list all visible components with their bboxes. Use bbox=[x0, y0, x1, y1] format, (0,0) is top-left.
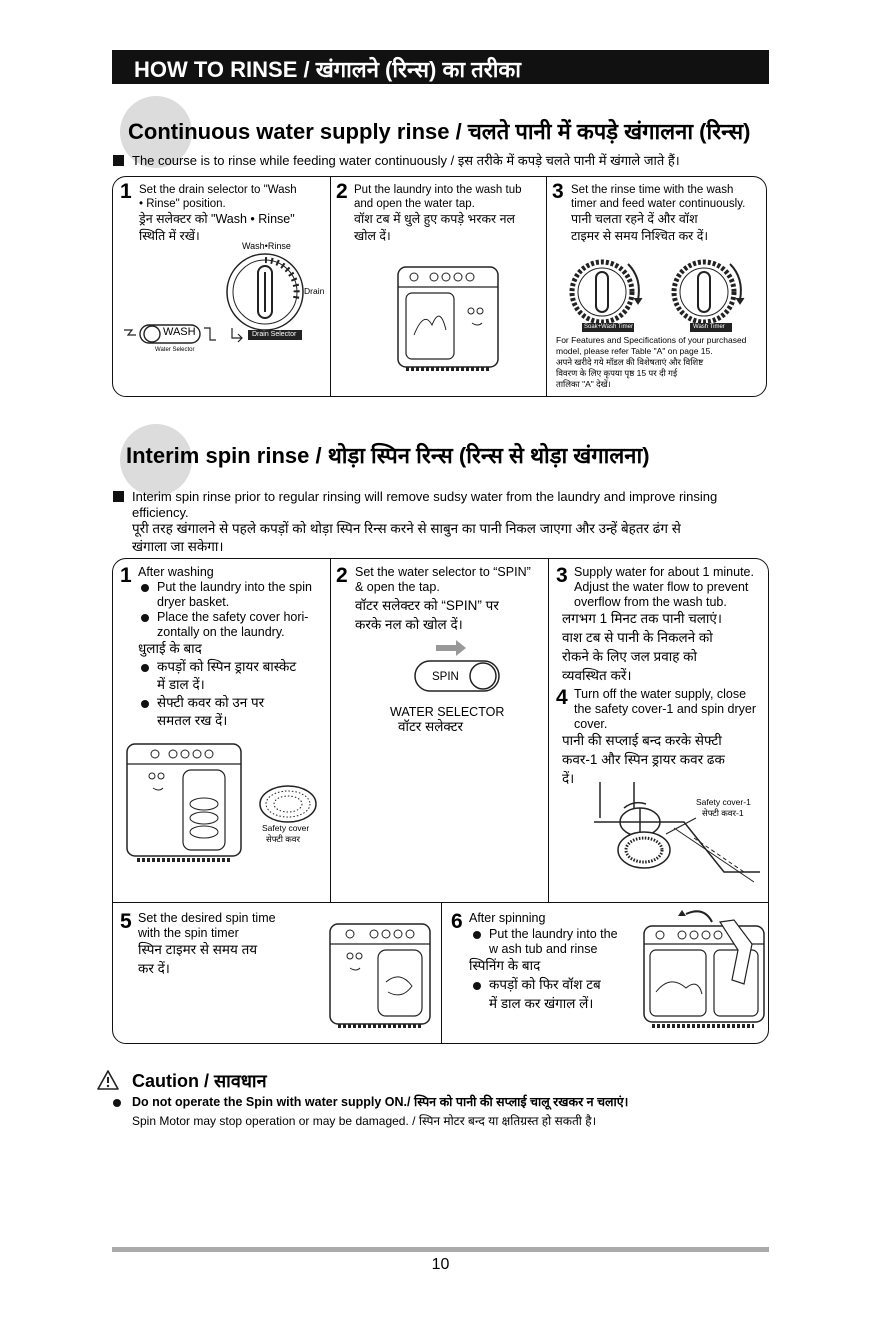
wash-timer-icon bbox=[668, 254, 748, 326]
step-text: Turn off the water supply, close bbox=[574, 687, 747, 701]
step-number: 4 bbox=[556, 686, 568, 709]
step-text-hindi: कपड़ों को फिर वॉश टब bbox=[489, 977, 601, 992]
step-text: Place the safety cover hori- bbox=[157, 610, 309, 624]
safety-cover-caption: Safety cover bbox=[262, 823, 310, 833]
footer-bar bbox=[112, 1247, 769, 1252]
bullet-dot bbox=[113, 1099, 121, 1107]
step-text: • Rinse" position. bbox=[139, 198, 226, 210]
timer-caption: Soak+Wash Timer bbox=[584, 324, 633, 330]
step-text-hindi: में डाल दें। bbox=[157, 677, 205, 692]
step-text: the safety cover-1 and spin dryer bbox=[574, 702, 757, 716]
step-text-hindi: व्यवस्थित करें। bbox=[562, 668, 632, 683]
step-text-hindi: स्पिन टाइमर से समय तय bbox=[138, 942, 258, 957]
dial-label: Wash•Rinse bbox=[242, 241, 291, 251]
knob-label: SPIN bbox=[432, 671, 459, 683]
drain-label: Drain bbox=[304, 286, 325, 296]
drain-selector-caption: Drain Selector bbox=[252, 331, 297, 338]
step-text: w ash tub and rinse bbox=[489, 942, 598, 956]
step-text: zontally on the laundry. bbox=[157, 625, 285, 639]
warning-icon bbox=[96, 1069, 120, 1091]
spin-timer-machine-icon bbox=[328, 922, 434, 1034]
step-text-hindi: में डाल कर खंगाल लें। bbox=[489, 996, 594, 1011]
bullet-square bbox=[113, 491, 124, 502]
step-text: Set the desired spin time bbox=[138, 911, 276, 925]
note-text: For Features and Specifications of your purchased bbox=[556, 335, 747, 345]
note-text: विवरण के लिए कृपया पृष्ठ 15 पर दी गई bbox=[556, 368, 678, 378]
step-text: dryer basket. bbox=[157, 595, 230, 609]
bullet-dot bbox=[473, 982, 481, 990]
step-text: timer and feed water continuously. bbox=[571, 198, 746, 210]
step-number: 2 bbox=[336, 564, 348, 587]
divider bbox=[548, 559, 549, 903]
step-text: Put the laundry into the wash tub bbox=[354, 184, 522, 196]
step-text: & open the tap. bbox=[355, 580, 440, 594]
step-text-hindi: सेफ्टी कवर को उन पर bbox=[157, 695, 265, 710]
step-text-hindi: ड्रेन सलेक्टर को "Wash • Rinse" bbox=[139, 212, 295, 226]
page-number: 10 bbox=[431, 1256, 450, 1273]
step-number: 3 bbox=[552, 180, 564, 203]
step-text: Set the water selector to “SPIN” bbox=[355, 565, 531, 579]
soak-wash-timer-icon bbox=[566, 254, 646, 326]
step-text: Supply water for about 1 minute. bbox=[574, 565, 754, 579]
bullet-dot bbox=[473, 931, 481, 939]
step-text-hindi: वाश टब से पानी के निकलने को bbox=[562, 630, 713, 645]
step-text-hindi: करके नल को खोल दें। bbox=[355, 617, 463, 632]
water-selector-caption: Water Selector bbox=[155, 347, 195, 353]
bullet-dot bbox=[141, 614, 149, 622]
step-text: with the spin timer bbox=[138, 926, 239, 940]
note-text: तालिका "A" देखें। bbox=[556, 379, 611, 389]
note-text: model, please refer Table "A" on page 15. bbox=[556, 346, 713, 356]
drain-selector-dial-icon bbox=[225, 252, 305, 332]
bullet-square bbox=[113, 155, 124, 166]
safety-cover-1-caption: Safety cover-1 bbox=[696, 797, 751, 807]
bullet-dot bbox=[141, 664, 149, 672]
step-text: Set the rinse time with the wash bbox=[571, 184, 734, 196]
continuous-intro: The course is to rinse while feeding water continuously / इस तरीके में कपड़े चलते पानी में खंगाले जाते हैं। bbox=[132, 153, 680, 168]
step-text: Put the laundry into the spin bbox=[157, 580, 312, 594]
step-number: 1 bbox=[120, 180, 132, 203]
safety-cover-caption-hindi: सेफ्टी कवर bbox=[266, 834, 300, 844]
step-text-hindi: वॉश टब में धुले हुए कपड़े भरकर नल bbox=[354, 212, 516, 226]
step-text: and open the water tap. bbox=[354, 198, 475, 210]
step-text-hindi: कवर-1 और स्पिन ड्रायर कवर ढक bbox=[562, 752, 725, 767]
timer-caption: Wash Timer bbox=[693, 324, 725, 330]
spin-dryer-cover-icon bbox=[594, 778, 766, 896]
water-selector-caption: WATER SELECTOR bbox=[390, 705, 505, 719]
spin-dryer-machine-icon bbox=[125, 742, 245, 870]
step-text-hindi: कर दें। bbox=[138, 961, 170, 976]
step-text-hindi: रोकने के लिए जल प्रवाह को bbox=[562, 649, 698, 664]
step-text-hindi: खोल दें। bbox=[354, 229, 391, 243]
section-title-continuous: Continuous water supply rinse / चलते पानी में कपड़े खंगालना (रिन्स) bbox=[128, 119, 751, 144]
step-text-hindi: लगभग 1 मिनट तक पानी चलाएं। bbox=[562, 611, 722, 626]
step-text-hindi: पानी की सप्लाई बन्द करके सेफ्टी bbox=[562, 733, 722, 748]
step-text-hindi: कपड़ों को स्पिन ड्रायर बास्केट bbox=[157, 659, 297, 674]
rinse-machine-icon bbox=[642, 908, 766, 1032]
divider bbox=[330, 177, 331, 396]
step-text: After spinning bbox=[469, 911, 546, 925]
step-text-hindi: स्पिनिंग के बाद bbox=[469, 958, 541, 973]
arrow-right-icon bbox=[436, 640, 468, 656]
water-selector-caption-hindi: वॉटर सलेक्टर bbox=[398, 719, 464, 734]
step-text-hindi: वॉटर सलेक्टर को “SPIN” पर bbox=[355, 598, 499, 613]
step-text: Set the drain selector to "Wash bbox=[139, 184, 297, 196]
step-text-hindi: स्थिति में रखें। bbox=[139, 229, 200, 243]
page-title: HOW TO RINSE / खंगालने (रिन्स) का तरीका bbox=[134, 57, 521, 82]
step-number: 1 bbox=[120, 564, 132, 587]
interim-intro-hindi: पूरी तरह खंगालने से पहले कपड़ों को थोड़ा स्पिन रिन्स करने से साबुन का पानी निकल जाएगा और उन्हें बेहतर ढंग से bbox=[132, 521, 681, 536]
step-text-hindi: धुलाई के बाद bbox=[138, 641, 202, 656]
safety-cover-1-caption-hindi: सेफ्टी कवर-1 bbox=[702, 808, 744, 818]
interim-intro-hindi: खंगाला जा सकेगा। bbox=[132, 539, 224, 554]
caution-title: Caution / सावधान bbox=[132, 1071, 267, 1091]
wash-label: WASH bbox=[163, 326, 196, 338]
step-text: Put the laundry into the bbox=[489, 927, 618, 941]
step-number: 3 bbox=[556, 564, 568, 587]
step-text-hindi: दें। bbox=[562, 771, 575, 786]
step-number: 5 bbox=[120, 910, 132, 933]
section-title-interim: Interim spin rinse / थोड़ा स्पिन रिन्स (रिन्स से थोड़ा खंगालना) bbox=[126, 443, 650, 468]
step-text-hindi: पानी चलता रहने दें और वॉश bbox=[571, 212, 698, 226]
step-text: overflow from the wash tub. bbox=[574, 595, 727, 609]
step-number: 2 bbox=[336, 180, 348, 203]
divider bbox=[330, 559, 331, 903]
interim-intro: efficiency. bbox=[132, 505, 189, 520]
step-text: After washing bbox=[138, 565, 214, 579]
caution-line: Spin Motor may stop operation or may be damaged. / स्पिन मोटर बन्द या क्षतिग्रस्त हो सकती है। bbox=[132, 1114, 597, 1128]
step-text: cover. bbox=[574, 717, 608, 731]
interim-intro: Interim spin rinse prior to regular rinsing will remove sudsy water from the laundry and improve rinsing bbox=[132, 489, 718, 504]
step-text-hindi: टाइमर से समय निश्चित कर दें। bbox=[571, 229, 709, 243]
bullet-dot bbox=[141, 584, 149, 592]
step-number: 6 bbox=[451, 910, 463, 933]
bullet-dot bbox=[141, 700, 149, 708]
divider bbox=[441, 903, 442, 1043]
step-text: Adjust the water flow to prevent bbox=[574, 580, 749, 594]
washing-machine-icon bbox=[396, 265, 502, 377]
caution-line: Do not operate the Spin with water supply ON./ स्पिन को पानी की सप्लाई चालू रखकर न चलाएं। bbox=[132, 1095, 629, 1109]
step-text-hindi: समतल रख दें। bbox=[157, 713, 228, 728]
divider bbox=[546, 177, 547, 396]
safety-cover-icon bbox=[258, 784, 318, 824]
drain-selector-icon bbox=[230, 326, 244, 342]
note-text: अपने खरीदे गये मॉडल की विशेषताएं और विशिष्ट bbox=[556, 357, 704, 367]
